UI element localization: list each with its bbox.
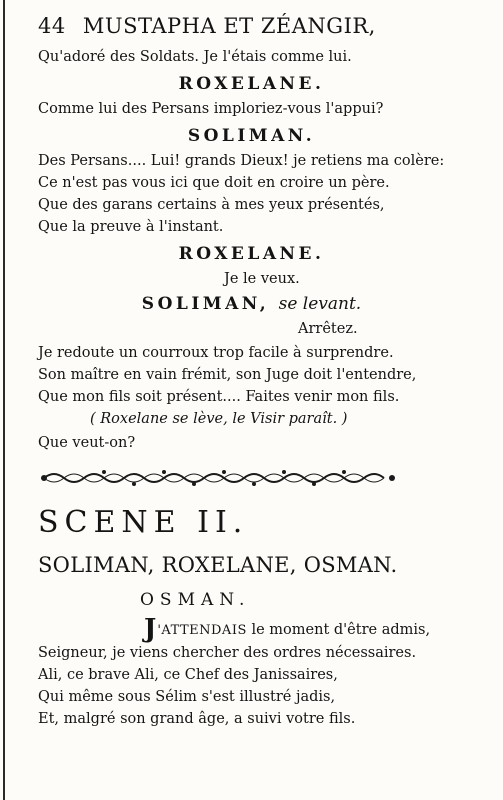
verse-line: Et, malgré son grand âge, a suivi votre fils. <box>38 711 356 727</box>
small-caps-word: 'ATTENDAIS <box>157 623 247 638</box>
verse-line: Arrêtez. <box>298 321 358 337</box>
vine-garland-ornament-icon <box>38 466 398 490</box>
speaker-roxelane: ROXELANE. <box>178 74 325 94</box>
verse-line: Ce n'est pas vous ici que doit en croire un père. <box>38 175 390 191</box>
verse-line: Qu'adoré des Soldats. Je l'étais comme lui. <box>38 49 352 65</box>
verse-line: Seigneur, je viens chercher des ordres nécessaires. <box>38 645 417 661</box>
verse-line-rest: le moment d'être admis, <box>246 622 431 638</box>
verse-line: Comme lui des Persans imploriez-vous l'appui? <box>38 101 384 117</box>
verse-line: Qui même sous Sélim s'est illustré jadis, <box>38 689 336 705</box>
verse-line: Je le veux. <box>224 271 300 287</box>
stage-direction: ( Roxelane se lève, le Visir paraît. ) <box>90 411 348 427</box>
speaker-soliman: SOLIMAN, <box>141 294 270 314</box>
verse-line: Ali, ce brave Ali, ce Chef des Janissaires, <box>38 667 338 683</box>
speaker-roxelane: ROXELANE. <box>178 244 325 264</box>
speaker-soliman: SOLIMAN. <box>187 126 316 146</box>
stage-direction: se levant. <box>278 294 362 314</box>
speaker-osman: OSMAN. <box>140 590 251 610</box>
verse-line: Des Persans.... Lui! grands Dieux! je retiens ma colère: <box>38 153 445 169</box>
verse-line: Que la preuve à l'instant. <box>38 219 224 235</box>
page-number: 44 <box>38 14 66 38</box>
scene-cast: SOLIMAN, ROXELANE, OSMAN. <box>38 553 398 577</box>
running-title: MUSTAPHA ET ZÉANGIR, <box>82 14 376 38</box>
verse-line-first <box>144 614 431 644</box>
verse-line: Son maître en vain frémit, son Juge doit l'entendre, <box>38 367 417 383</box>
verse-line: Que des garans certains à mes yeux présentés, <box>38 197 385 213</box>
verse-line: Que veut-on? <box>38 435 136 451</box>
running-header <box>38 14 376 38</box>
drop-cap: J <box>144 614 157 644</box>
scene-title: SCENE II. <box>38 505 249 540</box>
verse-line: Je redoute un courroux trop facile à surprendre. <box>38 345 394 361</box>
verse-line: Que mon fils soit présent.... Faites venir mon fils. <box>38 389 400 405</box>
speaker-soliman-direction <box>0 294 503 314</box>
page-edge-rule <box>3 0 5 800</box>
